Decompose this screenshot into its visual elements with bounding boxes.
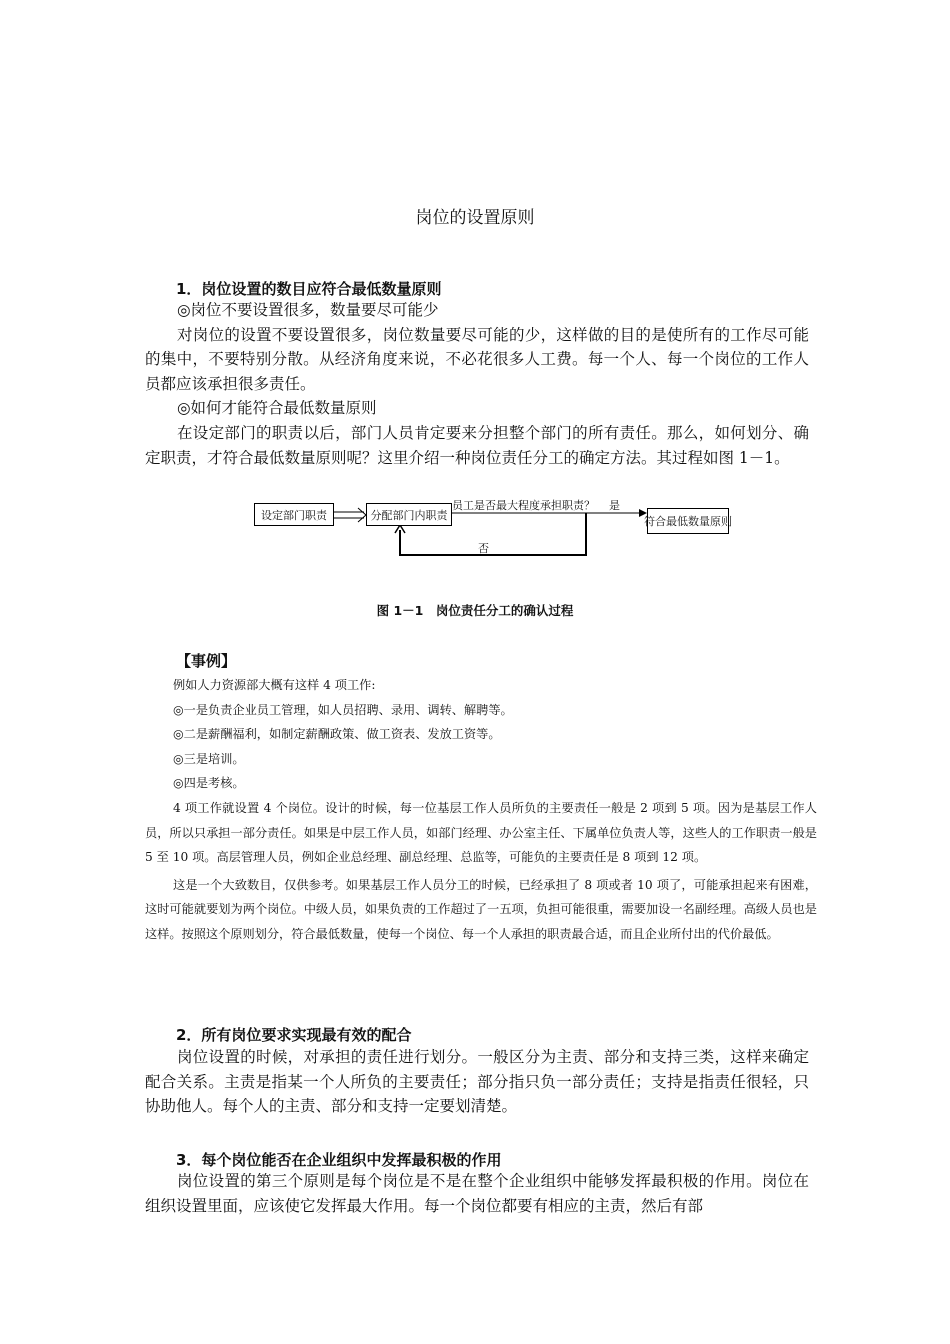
flow-box-allocate-duties: 分配部门内职责	[366, 503, 452, 526]
section1-paragraph-1: 对岗位的设置不要设置很多，岗位数量要尽可能的少，这样做的目的是使所有的工作尽可能的集中，不要特别分散。从经济角度来说，不必花很多人工费。每一个人、每一个岗位的工作人员都应该承担很多责任。	[145, 325, 809, 393]
flow-question: 员工是否最大程度承担职责？	[452, 499, 595, 512]
flowchart-connectors	[0, 0, 950, 620]
section3-paragraph: 岗位设置的第三个原则是每个岗位是不是在整个企业组织中能够发挥最积极的作用。岗位在组织设置里面，应该使它发挥最大作用。每一个岗位都要有相应的主责，然后有部	[145, 1172, 809, 1215]
example-intro: 例如人力资源部大概有这样 4 项工作:	[173, 678, 376, 692]
section3-heading: 3．每个岗位能否在企业组织中发挥最积极的作用	[176, 1151, 502, 1169]
example-item-2: ◎二是薪酬福利，如制定薪酬政策、做工资表、发放工资等。	[173, 727, 501, 742]
section2-paragraph: 岗位设置的时候，对承担的责任进行划分。一般区分为主责、部分和支持三类，这样来确定配合关系。主责是指某一个人所负的主要责任；部分指只负一部分责任；支持是指责任很轻，只协助他人。每个人的主责、部分和支持一定要划清楚。	[145, 1048, 809, 1116]
example-item-1: ◎一是负责企业员工管理，如人员招聘、录用、调转、解聘等。	[173, 702, 513, 717]
section3-body	[145, 1169, 809, 1218]
section1-subheading-2: ◎如何才能符合最低数量原则	[177, 399, 377, 418]
example-body	[145, 673, 817, 947]
flow-no-label: 否	[478, 542, 489, 555]
section2-body	[145, 1045, 809, 1119]
example-heading: 【事例】	[176, 652, 237, 670]
example-paragraph-1: 4 项工作就设置 4 个岗位。设计的时候，每一位基层工作人员所负的主要责任一般是 2 项到 5 项。因为是基层工作人员，所以只承担一部分责任。如果是中层工作人员，如部门经理、办公室主任、下属单位负责人等，这些人的工作职责一般是 5 至 10 项。高层管理人员，例如企业总经理、副总经理、总监等，可能负的主要责任是 8 项到 12 项。	[145, 800, 817, 865]
flow-box-set-duties: 设定部门职责	[254, 503, 334, 526]
page-title: 岗位的设置原则	[415, 208, 535, 228]
example-item-4: ◎四是考核。	[173, 776, 245, 791]
section2-heading: 2．所有岗位要求实现最有效的配合	[176, 1026, 412, 1044]
flow-box-minimum-principle: 符合最低数量原则	[647, 508, 729, 534]
figure-caption: 图 1－1 岗位责任分工的确认过程	[376, 603, 574, 618]
flow-yes-label: 是	[609, 499, 620, 512]
example-paragraph-2: 这是一个大致数目，仅供参考。如果基层工作人员分工的时候，已经承担了 8 项或者 10 项了，可能承担起来有困难，这时可能就要划为两个岗位。中级人员，如果负责的工作超过了一五项，负担可能很重，需要加设一名副经理。高级人员也是这样。按照这个原则划分，符合最低数量，使每一个岗位、每一个人承担的职责最合适，而且企业所付出的代价最低。	[145, 877, 817, 941]
section1-subheading-1: ◎岗位不要设置很多，数量要尽可能少	[177, 301, 439, 319]
section1-heading: 1．岗位设置的数目应符合最低数量原则	[176, 280, 442, 298]
example-item-3: ◎三是培训。	[173, 751, 245, 766]
arrow-1-head	[358, 508, 366, 522]
section1-paragraph-2: 在设定部门的职责以后，部门人员肯定要来分担整个部门的所有责任。那么，如何划分、确定职责，才符合最低数量原则呢？这里介绍一种岗位责任分工的确定方法。其过程如图 1－1。	[145, 423, 809, 467]
